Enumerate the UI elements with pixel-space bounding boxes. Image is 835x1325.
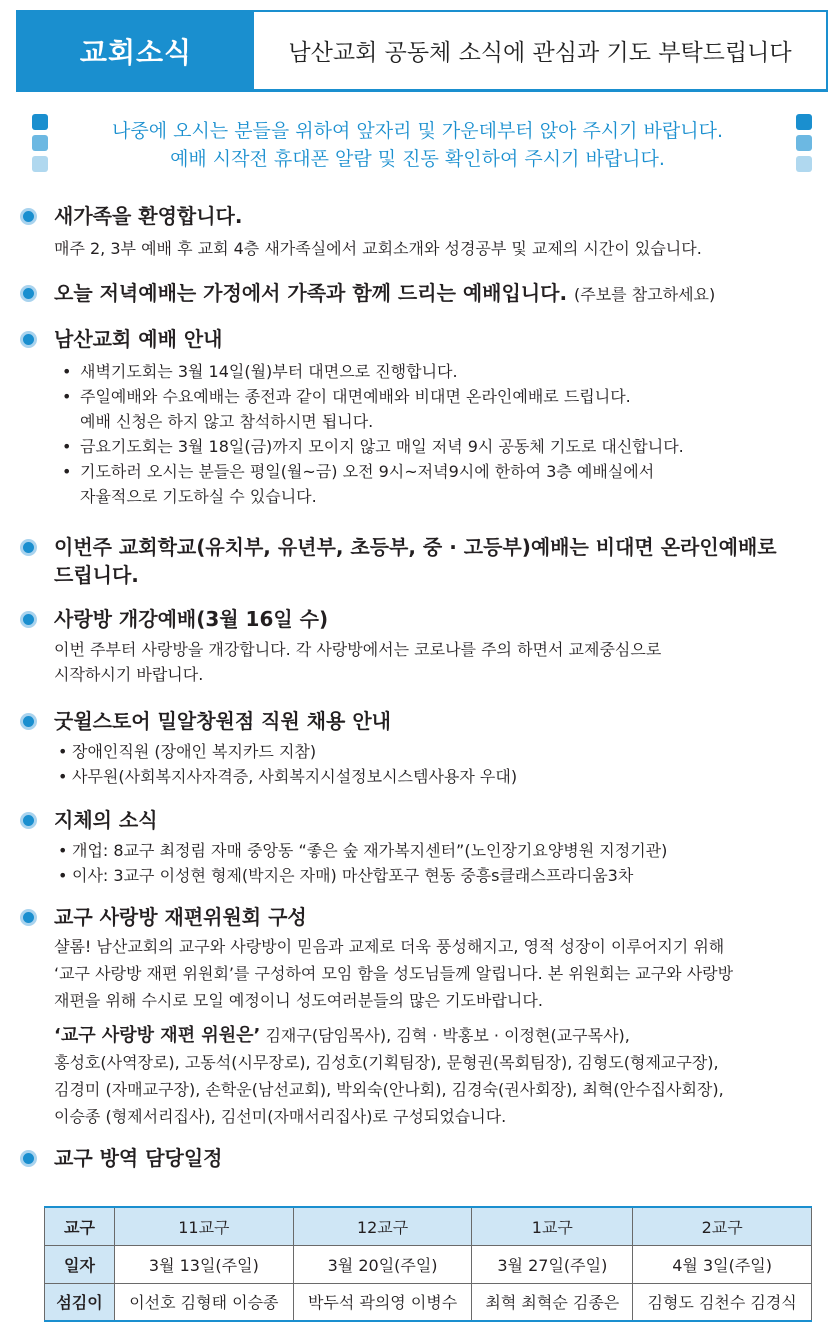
section-committee	[0, 903, 835, 1130]
table-cell: 3월 27일(주일)	[472, 1245, 633, 1283]
list-item: • 사무원(사회복지사자격증, 사회복지시설정보시스템사용자 우대)	[58, 764, 835, 789]
section-title-line2: 드립니다.	[54, 563, 139, 587]
schedule-table	[44, 1206, 812, 1322]
section-body: 매주 2, 3부 예배 후 교회 4층 새가족실에서 교회소개와 성경공부 및 교제의 시간이 있습니다.	[54, 239, 702, 258]
committee-body-line3: 재편을 위해 수시로 모일 예정이니 성도여러분들의 많은 기도바랍니다.	[54, 991, 543, 1010]
table-cell: 일자	[45, 1245, 115, 1283]
circle-bullet-icon	[20, 331, 37, 348]
table-cell: 3월 13일(주일)	[115, 1245, 294, 1283]
section-worship-guide	[0, 325, 835, 509]
list-item-continuation: 예배 신청은 하지 않고 참석하시면 됩니다.	[80, 412, 374, 431]
circle-bullet-icon	[20, 1150, 37, 1167]
table-cell: 11교구	[115, 1207, 294, 1245]
section-welcome	[0, 202, 835, 261]
section-evening-worship	[0, 279, 835, 309]
table-cell: 최혁 최혁순 김종은	[472, 1283, 633, 1321]
section-body-line1: 이번 주부터 사랑방을 개강합니다. 각 사랑방에서는 코로나를 주의 하면서 교제중심으로	[54, 640, 662, 659]
goodwill-list	[0, 739, 835, 789]
square-icon	[796, 114, 812, 130]
section-note: (주보를 참고하세요)	[574, 285, 716, 304]
section-title: 교구 사랑방 재편위원회 구성	[54, 905, 307, 929]
section-title-line1: 이번주 교회학교(유치부, 유년부, 초등부, 중 · 고등부)예배는 비대면 온라인예배로	[54, 535, 777, 559]
committee-members-line3: 김경미 (자매교구장), 손학운(남선교회), 박외숙(안나회), 김경숙(권사회장), 최혁(안수집사회장),	[54, 1080, 724, 1099]
table-row	[45, 1283, 812, 1321]
section-sarangbang	[0, 605, 835, 687]
list-item: • 주일예배와 수요예배는 종전과 같이 대면예배와 비대면 온라인예배로 드립니다.	[62, 384, 835, 409]
page-header	[16, 10, 828, 92]
worship-guide-list	[0, 359, 835, 509]
list-item-continuation: 자율적으로 기도하실 수 있습니다.	[80, 487, 317, 506]
list-item: • 개업: 8교구 최정림 자매 중앙동 “좋은 숲 재가복지센터”(노인장기요양병원 지정기관)	[58, 838, 835, 863]
circle-bullet-icon	[20, 812, 37, 829]
list-item: • 금요기도회는 3월 18일(금)까지 모이지 않고 매일 저녁 9시 공동체 기도로 대신합니다.	[62, 434, 835, 459]
section-title: 남산교회 예배 안내	[54, 327, 223, 351]
committee-body-line2: ‘교구 사랑방 재편 위원회’를 구성하여 모임 함을 성도님들께 알립니다. 본 위원회는 교구와 사랑방	[54, 964, 734, 983]
committee-members-line2: 홍성호(사역장로), 고동석(시무장로), 김성호(기획팀장), 문형권(목회팀장), 김형도(형제교구장),	[54, 1053, 719, 1072]
section-goodwill-recruit	[0, 707, 835, 789]
section-quarantine-schedule	[0, 1144, 835, 1172]
notice-line-1: 나중에 오시는 분들을 위하여 앞자리 및 가운데부터 앉아 주시기 바랍니다.	[111, 120, 724, 142]
circle-bullet-icon	[20, 539, 37, 556]
section-title: 새가족을 환영합니다.	[54, 204, 243, 228]
table-cell: 섬김이	[45, 1283, 115, 1321]
notice-line-2: 예배 시작전 휴대폰 알람 및 진동 확인하여 주시기 바랍니다.	[170, 148, 665, 170]
section-title: 굿윌스토어 밀알창원점 직원 채용 안내	[54, 709, 391, 733]
table-cell: 1교구	[472, 1207, 633, 1245]
members-news-list	[0, 838, 835, 888]
committee-members-label: ‘교구 사랑방 재편 위원은’	[54, 1025, 261, 1046]
section-title: 교구 방역 담당일정	[54, 1146, 223, 1170]
table-cell: 박두석 곽의영 이병수	[293, 1283, 472, 1321]
table-cell: 교구	[45, 1207, 115, 1245]
table-header-row	[45, 1207, 812, 1245]
section-title: 사랑방 개강예배(3월 16일 수)	[54, 607, 329, 631]
list-item: • 장애인직원 (장애인 복지카드 지참)	[58, 739, 835, 764]
list-item: • 기도하러 오시는 분들은 평일(월~금) 오전 9시~저녁9시에 한하여 3층 예배실에서	[62, 459, 835, 484]
header-tab-title: 교회소식	[18, 12, 254, 89]
section-church-school	[0, 533, 835, 589]
table-cell: 2교구	[633, 1207, 812, 1245]
notice-banner	[0, 108, 835, 176]
table-cell: 김형도 김천수 김경식	[633, 1283, 812, 1321]
square-icon	[796, 135, 812, 151]
decor-squares-right	[796, 114, 812, 172]
table-cell: 이선호 김형태 이승종	[115, 1283, 294, 1321]
list-item: • 새벽기도회는 3월 14일(월)부터 대면으로 진행합니다.	[62, 359, 835, 384]
table-cell: 12교구	[293, 1207, 472, 1245]
table-cell: 4월 3일(주일)	[633, 1245, 812, 1283]
section-members-news	[0, 806, 835, 888]
committee-body-line1: 샬롬! 남산교회의 교구와 사랑방이 믿음과 교제로 더욱 풍성해지고, 영적 성장이 이루어지기 위해	[54, 937, 725, 956]
circle-bullet-icon	[20, 208, 37, 225]
circle-bullet-icon	[20, 909, 37, 926]
circle-bullet-icon	[20, 713, 37, 730]
section-title: 지체의 소식	[54, 808, 158, 832]
circle-bullet-icon	[20, 611, 37, 628]
section-body-line2: 시작하시기 바랍니다.	[54, 665, 204, 684]
section-title: 오늘 저녁예배는 가정에서 가족과 함께 드리는 예배입니다.	[54, 281, 568, 305]
circle-bullet-icon	[20, 285, 37, 302]
square-icon	[796, 156, 812, 172]
list-item: • 이사: 3교구 이성현 형제(박지은 자매) 마산합포구 현동 중흥s클래스프라디움3차	[58, 863, 835, 888]
committee-members-line4: 이승종 (형제서리집사), 김선미(자매서리집사)로 구성되었습니다.	[54, 1107, 507, 1126]
committee-members-line1: 김재구(담임목사), 김혁 · 박홍보 · 이정현(교구목사),	[265, 1026, 630, 1045]
table-row	[45, 1245, 812, 1283]
header-subtitle: 남산교회 공동체 소식에 관심과 기도 부탁드립니다	[288, 40, 792, 66]
table-cell: 3월 20일(주일)	[293, 1245, 472, 1283]
